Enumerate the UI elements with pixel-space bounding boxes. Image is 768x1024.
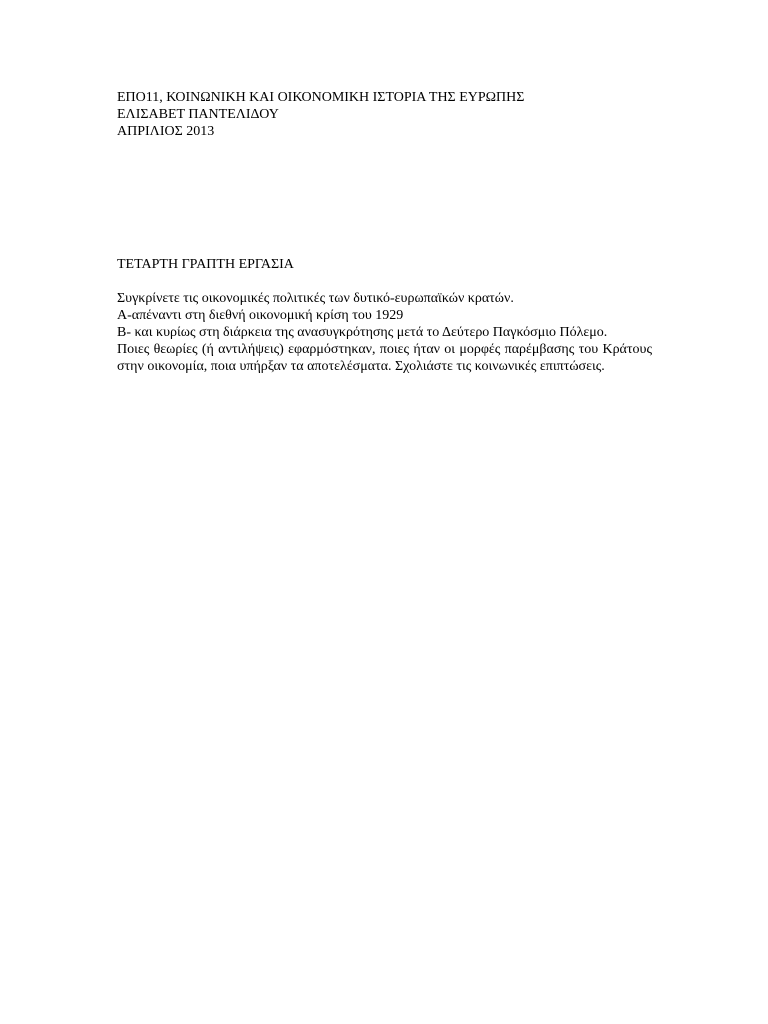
assignment-body: [117, 256, 652, 375]
document-header: [117, 89, 657, 140]
assignment-instructions: Ποιες θεωρίες (ή αντιλήψεις) εφαρμόστηκαν, ποιες ήταν οι μορφές παρέμβασης του Κράτους στην οικονομία, ποια υπήρξαν τα αποτελέσματα. Σχολιάστε τις κοινωνικές επιπτώσεις.: [117, 342, 652, 374]
course-title: ΕΠΟ11, ΚΟΙΝΩΝΙΚΗ ΚΑΙ ΟΙΚΟΝΟΜΙΚΗ ΙΣΤΟΡΙΑ ΤΗΣ ΕΥΡΩΠΗΣ: [117, 90, 525, 105]
author-name: ΕΛΙΣΑΒΕΤ ΠΑΝΤΕΛΙΔΟΥ: [117, 107, 279, 122]
assignment-part-b: Β- και κυρίως στη διάρκεια της ανασυγκρότησης μετά το Δεύτερο Παγκόσμιο Πόλεμο.: [117, 325, 608, 340]
assignment-title: ΤΕΤΑΡΤΗ ΓΡΑΠΤΗ ΕΡΓΑΣΙΑ: [117, 257, 294, 272]
document-date: ΑΠΡΙΛΙΟΣ 2013: [117, 124, 215, 139]
assignment-part-a: Α-απέναντι στη διεθνή οικονομική κρίση του 1929: [117, 308, 404, 323]
assignment-question: Συγκρίνετε τις οικονομικές πολιτικές των δυτικό-ευρωπαϊκών κρατών.: [117, 291, 514, 306]
